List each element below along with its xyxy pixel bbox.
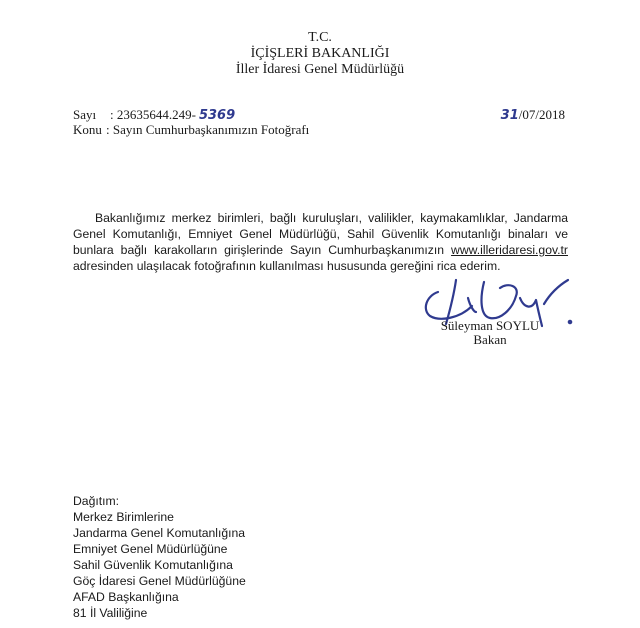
list-item: Jandarma Genel Komutanlığına — [73, 526, 246, 540]
website-link[interactable]: www.illeridaresi.gov.tr — [451, 243, 568, 257]
list-item: Merkez Birimlerine — [73, 510, 174, 524]
sayi-handwritten-number: 5369 — [198, 108, 236, 123]
signature-stroke-4 — [482, 282, 517, 318]
konu-value: : Sayın Cumhurbaşkanımızın Fotoğrafı — [106, 122, 310, 137]
sayi-value: : 23635644.249- — [110, 107, 196, 122]
list-item: Emniyet Genel Müdürlüğüne — [73, 542, 228, 556]
signatory-title: Bakan — [473, 332, 507, 347]
header-tc: T.C. — [308, 30, 332, 45]
body-text-end: adresinden ulaşılacak fotoğrafının kullanılması hususunda gereğini rica ederim. — [73, 259, 501, 273]
body-paragraph — [73, 210, 568, 274]
signature-dot — [569, 321, 571, 323]
body-text-start: Bakanlığımız merkez birimleri, bağlı kuruluşları, valilikler, kaymakamlıklar, Jandarma Genel Komutanlığı, Emniyet Genel Müdürlüğü, Sahil Güvenlik Komutanlığı binaları ve bunlara bağlı karakolların girişlerinde Sayın Cumhurbaşkanımızın — [73, 211, 568, 257]
list-item: Sahil Güvenlik Komutanlığına — [73, 558, 233, 572]
sayi-row — [73, 107, 235, 123]
distribution-heading: Dağıtım: — [73, 494, 120, 508]
konu-row — [73, 122, 309, 137]
date-handwritten-day: 31 — [500, 108, 519, 123]
list-item: AFAD Başkanlığına — [73, 590, 179, 604]
distribution-list — [73, 493, 246, 621]
date — [501, 107, 565, 123]
header-ministry: İÇİŞLERİ BAKANLIĞI — [250, 46, 390, 61]
header-directorate: İller İdaresi Genel Müdürlüğü — [235, 62, 405, 77]
list-item: 81 İl Valiliğine — [73, 606, 148, 620]
sayi-label: Sayı — [73, 107, 97, 122]
list-item: Göç İdaresi Genel Müdürlüğüne — [73, 574, 246, 588]
konu-label: Konu — [73, 122, 102, 137]
signatory-name: Süleyman SOYLU — [440, 318, 540, 333]
date-rest: /07/2018 — [518, 107, 565, 122]
signature-stroke-6 — [544, 280, 568, 304]
